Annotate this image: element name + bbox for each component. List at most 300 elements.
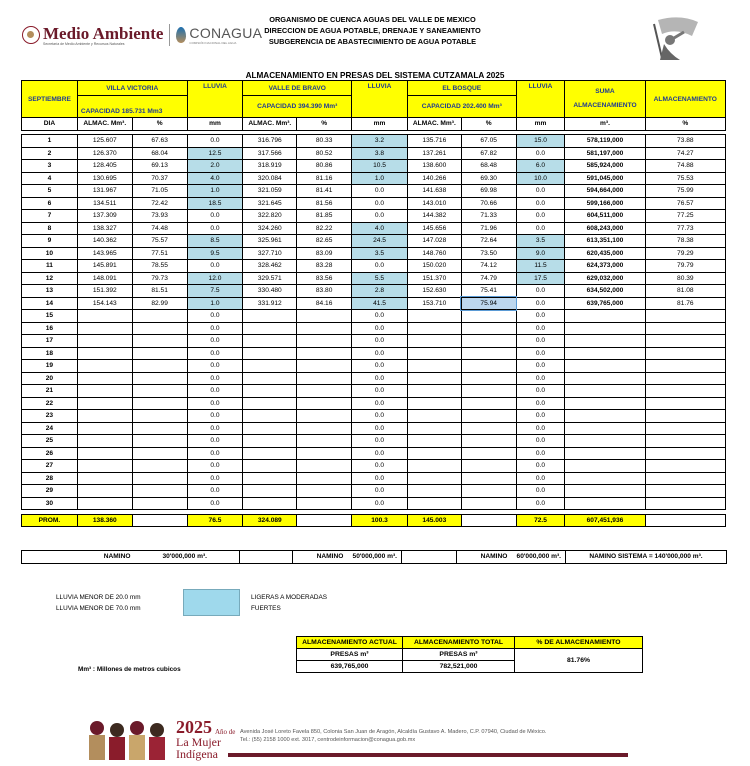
cell-eb-almac [407, 497, 461, 510]
table-row [22, 260, 726, 273]
cell-dia: 11 [22, 260, 78, 273]
mm-header: mm [187, 118, 243, 131]
cell-dia: 8 [22, 222, 78, 235]
cell-vb-lluvia: 0.0 [352, 210, 408, 223]
cell-suma [565, 485, 645, 498]
cell-vb-pct [297, 322, 352, 335]
cell-vb-almac: 325.961 [243, 235, 297, 248]
cell-vv-almac [77, 385, 132, 398]
cell-suma: 620,435,000 [565, 247, 645, 260]
cell-vv-lluvia: 0.0 [187, 410, 243, 423]
cell-vb-lluvia: 0.0 [352, 310, 408, 323]
cell-vb-pct [297, 422, 352, 435]
cell-vv-lluvia: 7.5 [187, 285, 243, 298]
vv-capacity: CAPACIDAD 185.731 Mm3 [77, 96, 187, 118]
cell-dia: 12 [22, 272, 78, 285]
cell-vb-lluvia: 0.0 [352, 335, 408, 348]
cell-eb-almac [407, 460, 461, 473]
cell-vv-almac [77, 422, 132, 435]
cell-vv-pct [132, 497, 187, 510]
cell-vv-almac [77, 410, 132, 423]
cell-vb-almac [243, 485, 297, 498]
cell-vv-pct: 68.04 [132, 147, 187, 160]
cell-vv-lluvia: 0.0 [187, 210, 243, 223]
namino-row [22, 551, 727, 564]
cell-vv-pct: 74.48 [132, 222, 187, 235]
cell-vb-almac: 329.571 [243, 272, 297, 285]
year-line1: La Mujer [176, 735, 221, 749]
cell-vv-pct: 79.73 [132, 272, 187, 285]
legend-left [56, 592, 141, 614]
cell-dia: 25 [22, 435, 78, 448]
table-row [22, 497, 726, 510]
cell-vb-pct: 81.56 [297, 197, 352, 210]
cell-vb-pct [297, 397, 352, 410]
cell-eb-lluvia: 10.0 [516, 172, 565, 185]
cell-dia: 16 [22, 322, 78, 335]
avg-vv-pct [132, 514, 187, 527]
header-row-3 [22, 118, 726, 131]
cell-dia: 4 [22, 172, 78, 185]
cell-vb-almac [243, 497, 297, 510]
cell-vv-lluvia: 0.0 [187, 372, 243, 385]
cell-pct-total: 80.39 [645, 272, 725, 285]
summary-sub [297, 649, 643, 661]
cell-vb-lluvia: 0.0 [352, 197, 408, 210]
cell-eb-almac [407, 335, 461, 348]
cell-eb-pct [461, 360, 516, 373]
cell-eb-almac [407, 472, 461, 485]
pct-header: % [645, 118, 725, 131]
cell-vv-lluvia: 0.0 [187, 472, 243, 485]
table-row [22, 222, 726, 235]
cell-suma [565, 447, 645, 460]
cell-vv-lluvia: 2.0 [187, 160, 243, 173]
cell-dia: 27 [22, 460, 78, 473]
cell-vv-almac: 131.967 [77, 185, 132, 198]
cell-vv-almac: 126.370 [77, 147, 132, 160]
address [240, 728, 546, 744]
cell-vv-lluvia: 0.0 [187, 422, 243, 435]
cell-vb-pct [297, 347, 352, 360]
cell-dia: 20 [22, 372, 78, 385]
cell-vv-almac: 130.695 [77, 172, 132, 185]
cell-eb-pct: 67.05 [461, 135, 516, 148]
cell-eb-almac [407, 372, 461, 385]
cell-vb-pct [297, 485, 352, 498]
cell-suma: 639,765,000 [565, 297, 645, 310]
table-row [22, 310, 726, 323]
cell-vv-lluvia: 0.0 [187, 135, 243, 148]
cell-vv-almac [77, 347, 132, 360]
summary-h-total: ALMACENAMIENTO TOTAL [403, 637, 515, 649]
cell-pct-total: 78.38 [645, 235, 725, 248]
cell-pct-total [645, 347, 725, 360]
cell-vv-lluvia: 0.0 [187, 397, 243, 410]
cell-vv-almac [77, 397, 132, 410]
cell-eb-almac: 140.266 [407, 172, 461, 185]
cell-eb-lluvia: 0.0 [516, 372, 565, 385]
cell-vv-lluvia: 0.0 [187, 385, 243, 398]
cell-dia: 14 [22, 297, 78, 310]
table-row [22, 447, 726, 460]
cell-vb-almac [243, 360, 297, 373]
table-row [22, 485, 726, 498]
summary-table [296, 636, 643, 673]
cell-vv-almac [77, 435, 132, 448]
cell-vv-lluvia: 0.0 [187, 435, 243, 448]
table-row [22, 285, 726, 298]
cell-suma: 629,032,000 [565, 272, 645, 285]
cell-dia: 28 [22, 472, 78, 485]
cell-vb-almac [243, 310, 297, 323]
cell-eb-pct [461, 385, 516, 398]
cell-dia: 19 [22, 360, 78, 373]
cell-vb-pct: 81.16 [297, 172, 352, 185]
cell-vv-almac [77, 372, 132, 385]
cell-eb-lluvia: 0.0 [516, 197, 565, 210]
table-row [22, 247, 726, 260]
cell-vb-lluvia: 3.8 [352, 147, 408, 160]
cell-vb-pct [297, 410, 352, 423]
cell-vv-almac [77, 485, 132, 498]
cell-dia: 10 [22, 247, 78, 260]
summary-h-pct: % DE ALMACENAMIENTO [515, 637, 643, 649]
cell-dia: 9 [22, 235, 78, 248]
cell-suma [565, 460, 645, 473]
cell-vb-almac [243, 460, 297, 473]
cell-vb-pct: 83.28 [297, 260, 352, 273]
cell-pct-total: 75.99 [645, 185, 725, 198]
vb-capacity: CAPACIDAD 394.390 Mm³ [243, 96, 352, 118]
cell-vv-pct: 70.37 [132, 172, 187, 185]
cell-suma: 578,119,000 [565, 135, 645, 148]
table-row [22, 422, 726, 435]
cell-dia: 6 [22, 197, 78, 210]
cell-dia: 7 [22, 210, 78, 223]
table-row [22, 460, 726, 473]
cell-vb-pct [297, 372, 352, 385]
cell-vb-pct [297, 310, 352, 323]
cell-eb-lluvia: 6.0 [516, 160, 565, 173]
cell-vb-lluvia: 1.0 [352, 172, 408, 185]
cell-dia: 21 [22, 385, 78, 398]
lluvia-header: LLUVIA [187, 81, 243, 118]
year-block [176, 718, 235, 760]
cell-eb-pct: 68.48 [461, 160, 516, 173]
cell-vv-pct: 75.57 [132, 235, 187, 248]
cell-vb-lluvia: 0.0 [352, 185, 408, 198]
cell-vb-pct: 80.52 [297, 147, 352, 160]
cell-pct-total [645, 447, 725, 460]
cell-vb-lluvia: 0.0 [352, 260, 408, 273]
table-row [22, 472, 726, 485]
cell-vv-lluvia: 0.0 [187, 497, 243, 510]
agency-name: CONAGUA [189, 25, 263, 41]
cell-vv-almac: 151.392 [77, 285, 132, 298]
cell-vb-lluvia: 0.0 [352, 497, 408, 510]
cell-pct-total: 74.27 [645, 147, 725, 160]
cell-eb-lluvia: 15.0 [516, 135, 565, 148]
cell-vv-lluvia: 0.0 [187, 360, 243, 373]
cell-vb-lluvia: 0.0 [352, 422, 408, 435]
cell-vv-pct [132, 410, 187, 423]
address-line: Avenida José Loreto Favela 850, Colonia San Juan de Aragón, Alcaldía Gustavo A. Madero, C.P. 07940, Ciudad de México. [240, 729, 547, 735]
cell-dia: 15 [22, 310, 78, 323]
cell-vb-pct [297, 447, 352, 460]
table-row [22, 335, 726, 348]
cell-pct-total [645, 397, 725, 410]
cell-dia: 3 [22, 160, 78, 173]
cell-vv-lluvia: 12.5 [187, 147, 243, 160]
cell-eb-almac: 148.760 [407, 247, 461, 260]
cell-vb-lluvia: 0.0 [352, 460, 408, 473]
page-title: ALMACENAMIENTO EN PRESAS DEL SISTEMA CUTZAMALA 2025 [245, 71, 505, 80]
cell-vv-almac: 134.511 [77, 197, 132, 210]
cell-suma [565, 360, 645, 373]
cell-vv-almac: 145.891 [77, 260, 132, 273]
namino-label: NAMINO [22, 551, 131, 564]
cell-eb-lluvia: 0.0 [516, 360, 565, 373]
org-line: ORGANISMO DE CUENCA AGUAS DEL VALLE DE MEXICO [269, 15, 476, 24]
almac-header: ALMAC. Mm³. [77, 118, 132, 131]
cell-eb-pct [461, 435, 516, 448]
cell-suma: 581,197,000 [565, 147, 645, 160]
cell-vb-pct [297, 435, 352, 448]
cell-vb-lluvia: 0.0 [352, 360, 408, 373]
cell-eb-pct [461, 460, 516, 473]
cell-vv-almac: 140.362 [77, 235, 132, 248]
cell-vb-pct [297, 385, 352, 398]
units-note: Mm³ : Millones de metros cubicos [78, 666, 181, 673]
cell-eb-lluvia: 0.0 [516, 397, 565, 410]
cell-eb-almac: 147.028 [407, 235, 461, 248]
cell-eb-lluvia: 3.5 [516, 235, 565, 248]
cell-vv-pct [132, 385, 187, 398]
cell-pct-total: 75.53 [645, 172, 725, 185]
cell-vv-almac [77, 360, 132, 373]
cell-eb-pct: 74.79 [461, 272, 516, 285]
table-row [22, 397, 726, 410]
summary-header [297, 637, 643, 649]
cell-eb-pct: 75.94 [461, 297, 516, 310]
avg-vb-almac: 324.089 [243, 514, 297, 527]
cell-suma [565, 472, 645, 485]
pct-header: % [297, 118, 352, 131]
cell-eb-lluvia: 0.0 [516, 347, 565, 360]
cell-suma: 613,351,100 [565, 235, 645, 248]
cell-pct-total [645, 360, 725, 373]
agency-sub: COMISIÓN NACIONAL DEL AGUA [189, 41, 237, 45]
cell-vv-pct [132, 360, 187, 373]
cell-vv-pct [132, 335, 187, 348]
cell-vb-almac: 327.710 [243, 247, 297, 260]
month-cell: SEPTIEMBRE [22, 81, 78, 118]
cell-suma: 585,924,000 [565, 160, 645, 173]
cell-eb-lluvia: 0.0 [516, 185, 565, 198]
namino-vb: 50'000,000 m³. [352, 553, 397, 561]
cell-pct-total: 76.57 [645, 197, 725, 210]
cell-vv-pct: 82.99 [132, 297, 187, 310]
cell-pct-total [645, 460, 725, 473]
namino-blank [240, 551, 293, 564]
summary-pct: 81.76% [515, 649, 643, 673]
cell-vb-almac [243, 435, 297, 448]
cell-vv-pct: 69.13 [132, 160, 187, 173]
cell-eb-almac: 141.638 [407, 185, 461, 198]
lluvia-header: LLUVIA [516, 81, 565, 118]
cell-vb-lluvia: 24.5 [352, 235, 408, 248]
cell-vb-lluvia: 0.0 [352, 485, 408, 498]
table-row [22, 197, 726, 210]
cell-vv-almac: 137.309 [77, 210, 132, 223]
cell-vv-almac [77, 447, 132, 460]
cell-eb-almac: 143.010 [407, 197, 461, 210]
avg-eb-pct [461, 514, 516, 527]
avg-pct-total [645, 514, 725, 527]
cell-eb-almac [407, 422, 461, 435]
cell-vv-almac: 154.143 [77, 297, 132, 310]
cell-dia: 30 [22, 497, 78, 510]
cell-vv-pct [132, 322, 187, 335]
mm-header: mm [352, 118, 408, 131]
cell-vb-pct: 81.85 [297, 210, 352, 223]
cell-dia: 29 [22, 485, 78, 498]
legend-rain-20: LLUVIA MENOR DE 20.0 mm [56, 594, 141, 601]
cell-eb-pct: 75.41 [461, 285, 516, 298]
cell-vb-pct: 80.33 [297, 135, 352, 148]
cell-eb-lluvia: 0.0 [516, 385, 565, 398]
cell-suma: 599,166,000 [565, 197, 645, 210]
cell-vb-pct: 83.56 [297, 272, 352, 285]
cell-suma [565, 310, 645, 323]
cell-vv-almac: 138.327 [77, 222, 132, 235]
cell-pct-total [645, 410, 725, 423]
avg-suma: 607,451,936 [565, 514, 645, 527]
cell-suma [565, 347, 645, 360]
avg-dia: PROM. [22, 514, 78, 527]
cell-vv-lluvia: 0.0 [187, 260, 243, 273]
cell-suma: 634,502,000 [565, 285, 645, 298]
alm-header: ALMACENAMIENTO [645, 81, 725, 118]
pct-header: % [132, 118, 187, 131]
cell-vb-pct: 82.65 [297, 235, 352, 248]
cell-suma [565, 422, 645, 435]
namino-eb: 60'000,000 m³. [516, 553, 561, 561]
cell-vb-almac [243, 322, 297, 335]
table-row [22, 172, 726, 185]
cell-eb-almac [407, 447, 461, 460]
cell-eb-almac: 137.261 [407, 147, 461, 160]
cell-pct-total [645, 422, 725, 435]
table-row [22, 360, 726, 373]
cell-pct-total [645, 472, 725, 485]
cell-vv-pct: 77.51 [132, 247, 187, 260]
cell-eb-pct [461, 397, 516, 410]
table-row [22, 235, 726, 248]
cell-vv-pct: 73.93 [132, 210, 187, 223]
storage-table [21, 80, 726, 527]
cell-eb-lluvia: 11.5 [516, 260, 565, 273]
cell-vb-almac: 321.059 [243, 185, 297, 198]
org-line: DIRECCION DE AGUA POTABLE, DRENAJE Y SANEAMIENTO [264, 26, 481, 35]
namino-vv: 30'000,000 m³. [131, 551, 240, 564]
cell-pct-total [645, 335, 725, 348]
summary-sub-total: PRESAS m³ [403, 649, 515, 661]
cell-eb-pct [461, 347, 516, 360]
cell-suma: 608,243,000 [565, 222, 645, 235]
cell-pct-total: 77.73 [645, 222, 725, 235]
cell-eb-almac [407, 397, 461, 410]
almac-header: ALMAC. Mm³. [243, 118, 297, 131]
cell-eb-lluvia: 0.0 [516, 497, 565, 510]
m3-header: m³. [565, 118, 645, 131]
cell-vv-pct [132, 435, 187, 448]
cell-dia: 13 [22, 285, 78, 298]
cell-vv-almac [77, 497, 132, 510]
cell-vv-pct [132, 310, 187, 323]
vb-name: VALLE DE BRAVO [243, 81, 352, 96]
cell-eb-lluvia: 0.0 [516, 460, 565, 473]
namino-label: NAMINO 50'000,000 m³. [293, 551, 402, 564]
cell-dia: 5 [22, 185, 78, 198]
year-line2: Indígena [176, 747, 218, 761]
eb-name: EL BOSQUE [407, 81, 516, 96]
cell-vv-pct: 72.42 [132, 197, 187, 210]
logo-divider [169, 24, 170, 46]
table-row [22, 185, 726, 198]
header-row-1 [22, 81, 726, 96]
cell-suma [565, 497, 645, 510]
cell-vb-almac: 317.566 [243, 147, 297, 160]
cell-dia: 24 [22, 422, 78, 435]
namino-table [21, 550, 727, 564]
cell-dia: 22 [22, 397, 78, 410]
cell-eb-almac: 152.630 [407, 285, 461, 298]
cell-vb-almac: 318.919 [243, 160, 297, 173]
cell-suma [565, 322, 645, 335]
cell-eb-lluvia: 0.0 [516, 285, 565, 298]
cell-dia: 2 [22, 147, 78, 160]
namino-system: NAMINO SISTEMA = 140'000,000 m³. [566, 551, 727, 564]
table-row [22, 435, 726, 448]
table-row [22, 385, 726, 398]
avg-vv-almac: 138.360 [77, 514, 132, 527]
cell-vv-pct [132, 447, 187, 460]
cell-eb-lluvia: 0.0 [516, 472, 565, 485]
cell-eb-almac [407, 485, 461, 498]
legend-light: LIGERAS A MODERADAS [251, 594, 328, 601]
legend-swatch [183, 589, 240, 616]
legend-rain-70: LLUVIA MENOR DE 70.0 mm [56, 605, 141, 612]
cell-vv-lluvia: 9.5 [187, 247, 243, 260]
seal-icon [22, 26, 40, 44]
summary-sub-actual: PRESAS m³ [297, 649, 403, 661]
cell-eb-pct [461, 322, 516, 335]
cell-vb-lluvia: 0.0 [352, 435, 408, 448]
cell-vb-lluvia: 3.5 [352, 247, 408, 260]
cell-eb-pct [461, 310, 516, 323]
cell-eb-lluvia: 0.0 [516, 485, 565, 498]
cell-vb-pct [297, 472, 352, 485]
table-row [22, 160, 726, 173]
suma-header: SUMA ALMACENAMIENTO [565, 81, 645, 118]
cell-vb-almac: 330.480 [243, 285, 297, 298]
cell-suma [565, 335, 645, 348]
cell-suma [565, 435, 645, 448]
cell-vb-pct [297, 335, 352, 348]
cell-vv-pct: 71.05 [132, 185, 187, 198]
